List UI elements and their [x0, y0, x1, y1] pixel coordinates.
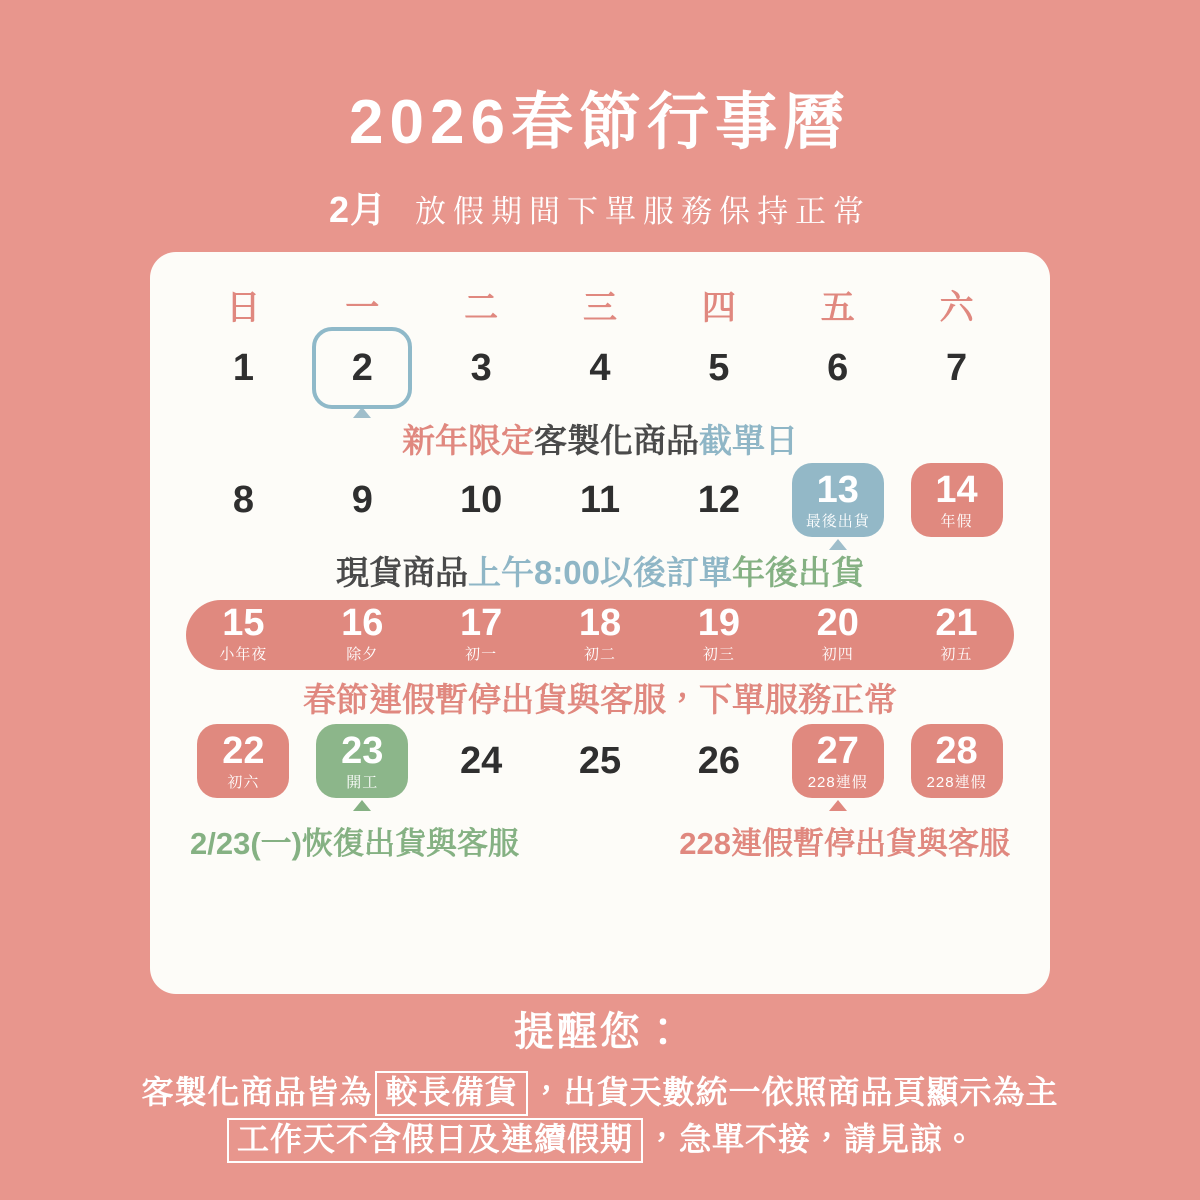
day-number: 15: [222, 601, 265, 644]
day-number: 11: [579, 479, 621, 522]
day-cell[interactable]: [897, 594, 1016, 672]
weekday-wed: 三: [582, 289, 617, 327]
day-number: 6: [827, 347, 849, 389]
day-number: 25: [578, 739, 622, 782]
weekday-fri: 五: [820, 289, 855, 327]
weekday-tue: 二: [464, 289, 499, 327]
footer-boxed-workdays: 工作天不含假日及連續假期: [227, 1118, 643, 1163]
day-cell[interactable]: [778, 722, 897, 800]
weekday-mon: 一: [345, 289, 380, 327]
footer-line-1: [0, 1069, 1200, 1116]
day-number: 4: [589, 347, 611, 389]
day-cell[interactable]: [778, 329, 897, 407]
arrow-row: [184, 407, 1016, 421]
caption-holiday-pause: 春節連假暫停出貨與客服，下單服務正常: [303, 680, 897, 718]
day-note: 初一: [465, 645, 498, 663]
day-number: 23: [341, 729, 384, 772]
day-note: 初三: [702, 645, 735, 663]
caption-228-pause: 228連假暫停出貨與客服: [679, 825, 1010, 861]
weekday-header: [184, 280, 1016, 329]
day-number: 27: [816, 729, 859, 772]
day-cell[interactable]: [303, 329, 422, 407]
day-number: 17: [459, 601, 503, 644]
day-cell[interactable]: [303, 722, 422, 800]
caption-part: 客製化商品: [534, 422, 699, 459]
day-cell[interactable]: [897, 461, 1016, 539]
day-cell[interactable]: [659, 461, 778, 539]
day-note: 小年夜: [219, 645, 268, 663]
calendar-row: [184, 722, 1016, 800]
weekday-sun: 日: [226, 289, 261, 327]
day-number: 7: [945, 347, 968, 389]
caption-resume: 2/23(一)恢復出貨與客服: [190, 825, 519, 861]
footer-title: 提醒您：: [514, 1010, 686, 1054]
day-cell[interactable]: [778, 594, 897, 672]
footer-boxed-lead-time: 較長備貨: [375, 1071, 527, 1116]
month-label: 2月: [328, 189, 388, 230]
day-note: 除夕: [346, 645, 379, 663]
arrow-row: [184, 800, 1016, 814]
day-note: 初二: [583, 645, 616, 663]
caption-part: 上午8:00以後訂單: [467, 554, 733, 592]
day-cell[interactable]: [541, 722, 660, 800]
arrow-row: [184, 539, 1016, 553]
day-cell[interactable]: [184, 722, 303, 800]
footer-line-2: [0, 1116, 1200, 1163]
day-cell[interactable]: [422, 594, 541, 672]
caption-part: 截單日: [699, 422, 798, 459]
day-cell[interactable]: [184, 461, 303, 539]
caption-deadline: [184, 423, 1016, 459]
footer-text: 客製化商品皆為: [141, 1074, 373, 1110]
day-cell[interactable]: [184, 329, 303, 407]
day-cell[interactable]: [659, 329, 778, 407]
day-cell[interactable]: [422, 461, 541, 539]
caption-shipping: [184, 555, 1016, 591]
caption-row-bottom: [184, 818, 1016, 863]
weekday-thu: 四: [701, 289, 736, 327]
day-number: 28: [935, 729, 978, 772]
calendar-row-holiday: [184, 594, 1016, 672]
calendar-row: [184, 329, 1016, 407]
footer-text: ，急單不接，請見諒。: [646, 1120, 977, 1157]
weekday-sat: 六: [939, 289, 974, 327]
day-cell[interactable]: [897, 722, 1016, 800]
day-cell[interactable]: [303, 594, 422, 672]
day-note: 最後出貨: [805, 513, 870, 531]
day-number: 13: [816, 469, 859, 512]
day-cell[interactable]: [897, 329, 1016, 407]
day-number: 10: [459, 479, 503, 522]
day-number: 22: [222, 729, 265, 772]
day-cell[interactable]: [778, 461, 897, 539]
day-cell[interactable]: [541, 461, 660, 539]
day-number: 16: [341, 601, 384, 644]
caption-part: 新年限定: [402, 422, 534, 459]
day-cell[interactable]: [659, 722, 778, 800]
day-number: 21: [935, 601, 978, 644]
day-number: 8: [232, 479, 254, 522]
page-title: 2026春節行事曆: [349, 88, 851, 157]
day-number: 26: [697, 739, 740, 782]
day-note: 年假: [940, 513, 973, 531]
service-note: 放假期間下單服務保持正常: [415, 194, 872, 229]
up-arrow-icon: [829, 800, 847, 811]
day-number: 14: [935, 469, 978, 512]
calendar-card: [150, 252, 1050, 994]
day-number: 9: [351, 479, 373, 522]
calendar-row: [184, 461, 1016, 539]
subheader: [0, 182, 1200, 233]
day-number: 24: [459, 739, 503, 782]
day-note: 初六: [227, 773, 260, 791]
day-note: 初五: [940, 645, 973, 663]
day-cell[interactable]: [422, 722, 541, 800]
day-cell[interactable]: [303, 461, 422, 539]
day-number: 5: [708, 347, 730, 389]
day-note: 開工: [346, 773, 379, 791]
up-arrow-icon: [353, 800, 371, 811]
day-note: 228連假: [807, 773, 868, 791]
day-number: 2: [351, 347, 373, 389]
up-arrow-icon: [829, 539, 847, 550]
day-number: 12: [697, 479, 740, 522]
day-cell[interactable]: [659, 594, 778, 672]
day-cell[interactable]: [422, 329, 541, 407]
caption-part: 現貨商品: [335, 554, 468, 592]
caption-part: 年後出貨: [732, 554, 865, 592]
footer-notice: [0, 1000, 1200, 1163]
day-number: 20: [816, 601, 859, 644]
day-number: 18: [578, 601, 622, 644]
day-number: 3: [470, 347, 492, 389]
day-number: 1: [232, 347, 254, 389]
day-cell[interactable]: [184, 594, 303, 672]
day-cell[interactable]: [541, 594, 660, 672]
day-note: 228連假: [926, 773, 987, 791]
day-cell[interactable]: [541, 329, 660, 407]
footer-text: ，出貨天數統一依照商品頁顯示為主: [530, 1074, 1059, 1110]
day-number: 19: [697, 601, 740, 644]
day-note: 初四: [821, 645, 854, 663]
